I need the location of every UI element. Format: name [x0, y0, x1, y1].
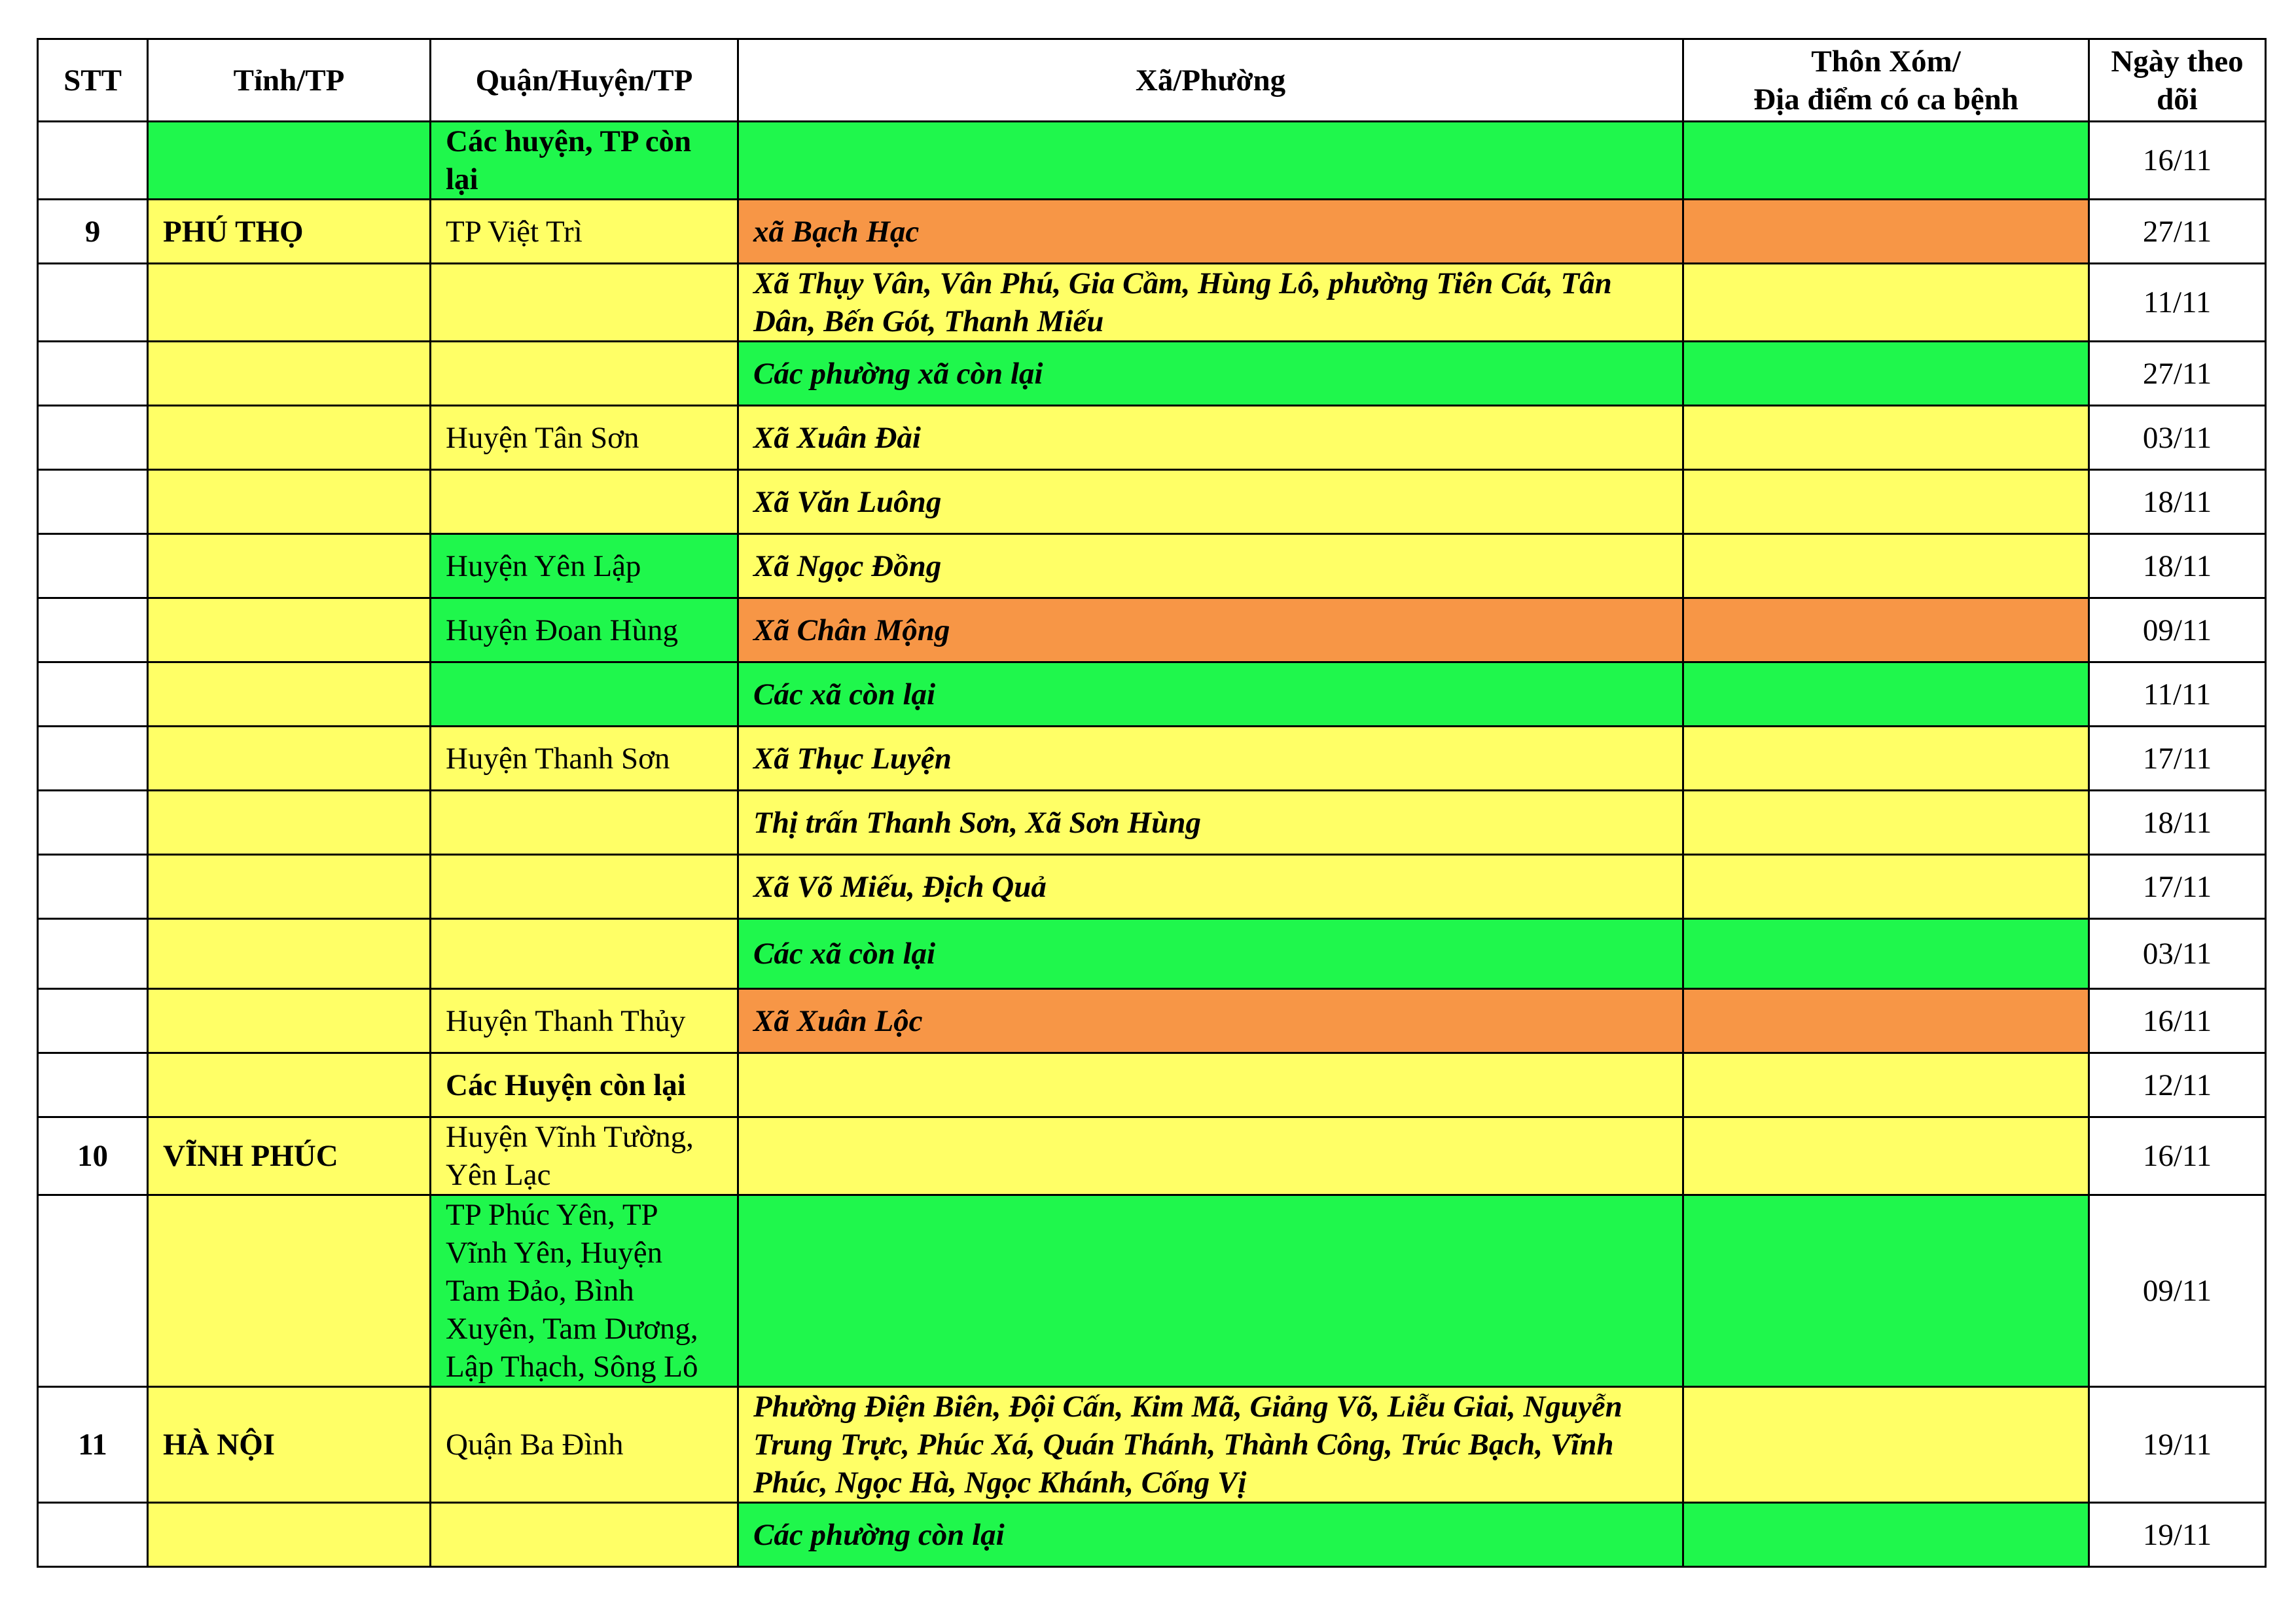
commune-cell	[738, 1195, 1683, 1387]
table-row	[38, 727, 2266, 791]
district-cell: Các huyện, TP còn lại	[431, 122, 738, 200]
province-cell	[148, 791, 431, 855]
commune-cell: Các xã còn lại	[738, 919, 1683, 989]
stt-cell	[38, 1195, 148, 1387]
stt-cell: 9	[38, 200, 148, 264]
location-cell	[1683, 534, 2089, 598]
district-cell: Huyện Yên Lập	[431, 534, 738, 598]
stt-cell	[38, 791, 148, 855]
date-cell: 19/11	[2089, 1503, 2266, 1567]
commune-cell: Xã Thục Luyện	[738, 727, 1683, 791]
date-cell: 18/11	[2089, 470, 2266, 534]
location-cell	[1683, 727, 2089, 791]
district-cell: Huyện Thanh Sơn	[431, 727, 738, 791]
table-row	[38, 855, 2266, 919]
date-cell: 03/11	[2089, 919, 2266, 989]
stt-cell	[38, 264, 148, 342]
commune-cell: Xã Thụy Vân, Vân Phú, Gia Cầm, Hùng Lô, phường Tiên Cát, Tân Dân, Bến Gót, Thanh Miếu	[738, 264, 1683, 342]
commune-cell: Các phường xã còn lại	[738, 342, 1683, 406]
stt-cell	[38, 662, 148, 727]
table-row	[38, 1387, 2266, 1503]
stt-cell	[38, 727, 148, 791]
commune-cell	[738, 122, 1683, 200]
status-table	[37, 38, 2267, 1568]
commune-cell: Các xã còn lại	[738, 662, 1683, 727]
location-cell	[1683, 1195, 2089, 1387]
date-cell: 12/11	[2089, 1053, 2266, 1117]
location-cell	[1683, 1117, 2089, 1195]
province-cell	[148, 919, 431, 989]
table-row	[38, 989, 2266, 1053]
location-cell	[1683, 200, 2089, 264]
header-location-line2: Địa điểm có ca bệnh	[1753, 82, 2018, 117]
stt-cell	[38, 598, 148, 662]
stt-cell	[38, 342, 148, 406]
location-cell	[1683, 855, 2089, 919]
stt-cell	[38, 406, 148, 470]
district-cell: Huyện Vĩnh Tường, Yên Lạc	[431, 1117, 738, 1195]
header-row	[38, 39, 2266, 122]
province-cell	[148, 855, 431, 919]
stt-cell	[38, 1053, 148, 1117]
date-cell: 17/11	[2089, 727, 2266, 791]
header-location	[1683, 39, 2089, 122]
district-cell	[431, 919, 738, 989]
date-cell: 27/11	[2089, 342, 2266, 406]
header-province: Tỉnh/TP	[148, 39, 431, 122]
table-row	[38, 534, 2266, 598]
stt-cell	[38, 1503, 148, 1567]
district-cell: Các Huyện còn lại	[431, 1053, 738, 1117]
district-cell: TP Phúc Yên, TP Vĩnh Yên, Huyện Tam Đảo, Bình Xuyên, Tam Dương, Lập Thạch, Sông Lô	[431, 1195, 738, 1387]
header-location-line1: Thôn Xóm/	[1811, 44, 1961, 79]
commune-cell: Xã Xuân Đài	[738, 406, 1683, 470]
header-district: Quận/Huyện/TP	[431, 39, 738, 122]
date-cell: 17/11	[2089, 855, 2266, 919]
province-cell	[148, 122, 431, 200]
stt-cell: 10	[38, 1117, 148, 1195]
header-commune: Xã/Phường	[738, 39, 1683, 122]
province-cell	[148, 598, 431, 662]
location-cell	[1683, 1387, 2089, 1503]
province-cell	[148, 534, 431, 598]
district-cell: Quận Ba Đình	[431, 1387, 738, 1503]
district-cell	[431, 342, 738, 406]
province-cell	[148, 264, 431, 342]
table-row	[38, 662, 2266, 727]
date-cell: 09/11	[2089, 1195, 2266, 1387]
table-row	[38, 598, 2266, 662]
commune-cell	[738, 1053, 1683, 1117]
location-cell	[1683, 989, 2089, 1053]
province-cell: VĨNH PHÚC	[148, 1117, 431, 1195]
district-cell	[431, 1503, 738, 1567]
stt-cell	[38, 919, 148, 989]
district-cell	[431, 470, 738, 534]
date-cell: 18/11	[2089, 791, 2266, 855]
province-cell	[148, 1053, 431, 1117]
location-cell	[1683, 662, 2089, 727]
table-row	[38, 919, 2266, 989]
location-cell	[1683, 122, 2089, 200]
header-date-line1: Ngày theo	[2111, 44, 2244, 79]
location-cell	[1683, 406, 2089, 470]
commune-cell: Xã Văn Luông	[738, 470, 1683, 534]
province-cell	[148, 406, 431, 470]
table-row	[38, 1503, 2266, 1567]
header-date	[2089, 39, 2266, 122]
district-cell	[431, 791, 738, 855]
commune-cell: Thị trấn Thanh Sơn, Xã Sơn Hùng	[738, 791, 1683, 855]
commune-cell: Xã Ngọc Đồng	[738, 534, 1683, 598]
location-cell	[1683, 919, 2089, 989]
province-cell	[148, 989, 431, 1053]
district-cell: Huyện Thanh Thủy	[431, 989, 738, 1053]
province-cell: PHÚ THỌ	[148, 200, 431, 264]
location-cell	[1683, 791, 2089, 855]
location-cell	[1683, 598, 2089, 662]
table-row	[38, 470, 2266, 534]
stt-cell	[38, 855, 148, 919]
commune-cell: Xã Võ Miếu, Địch Quả	[738, 855, 1683, 919]
date-cell: 18/11	[2089, 534, 2266, 598]
location-cell	[1683, 342, 2089, 406]
table-row	[38, 264, 2266, 342]
district-cell	[431, 264, 738, 342]
stt-cell	[38, 122, 148, 200]
date-cell: 27/11	[2089, 200, 2266, 264]
date-cell: 16/11	[2089, 989, 2266, 1053]
header-stt: STT	[38, 39, 148, 122]
date-cell: 11/11	[2089, 662, 2266, 727]
commune-cell: xã Bạch Hạc	[738, 200, 1683, 264]
district-cell: Huyện Đoan Hùng	[431, 598, 738, 662]
province-cell	[148, 1195, 431, 1387]
district-cell	[431, 662, 738, 727]
table-row	[38, 122, 2266, 200]
stt-cell	[38, 534, 148, 598]
province-cell	[148, 727, 431, 791]
province-cell	[148, 342, 431, 406]
date-cell: 03/11	[2089, 406, 2266, 470]
table-row	[38, 200, 2266, 264]
table-row	[38, 342, 2266, 406]
commune-cell	[738, 1117, 1683, 1195]
header-date-line2: dõi	[2157, 82, 2198, 117]
stt-cell	[38, 989, 148, 1053]
date-cell: 11/11	[2089, 264, 2266, 342]
date-cell: 16/11	[2089, 1117, 2266, 1195]
district-cell: Huyện Tân Sơn	[431, 406, 738, 470]
commune-cell: Phường Điện Biên, Đội Cấn, Kim Mã, Giảng Võ, Liễu Giai, Nguyễn Trung Trực, Phúc Xá, Quán Thánh, Thành Công, Trúc Bạch, Vĩnh Phúc, Ngọc Hà, Ngọc Khánh, Cống Vị	[738, 1387, 1683, 1503]
province-cell	[148, 662, 431, 727]
location-cell	[1683, 1503, 2089, 1567]
province-cell	[148, 470, 431, 534]
stt-cell	[38, 470, 148, 534]
commune-cell: Xã Xuân Lộc	[738, 989, 1683, 1053]
date-cell: 09/11	[2089, 598, 2266, 662]
table-row	[38, 1195, 2266, 1387]
table-row	[38, 791, 2266, 855]
location-cell	[1683, 264, 2089, 342]
table-row	[38, 406, 2266, 470]
district-cell	[431, 855, 738, 919]
table-row	[38, 1053, 2266, 1117]
province-cell: HÀ NỘI	[148, 1387, 431, 1503]
location-cell	[1683, 470, 2089, 534]
commune-cell: Các phường còn lại	[738, 1503, 1683, 1567]
table-row	[38, 1117, 2266, 1195]
date-cell: 16/11	[2089, 122, 2266, 200]
date-cell: 19/11	[2089, 1387, 2266, 1503]
district-cell: TP Việt Trì	[431, 200, 738, 264]
location-cell	[1683, 1053, 2089, 1117]
province-cell	[148, 1503, 431, 1567]
commune-cell: Xã Chân Mộng	[738, 598, 1683, 662]
stt-cell: 11	[38, 1387, 148, 1503]
